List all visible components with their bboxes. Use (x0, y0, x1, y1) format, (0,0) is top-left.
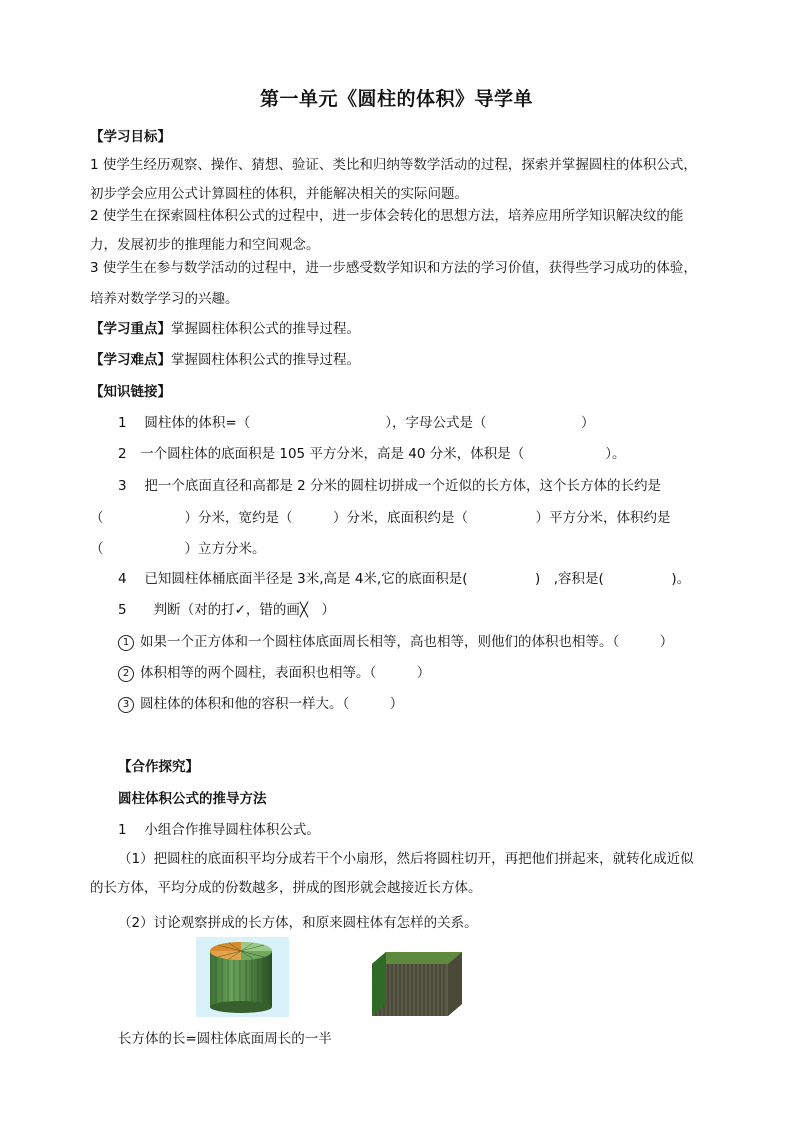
question-3-line-3: （ ）立方分米。 (90, 541, 266, 557)
focus-label: 【学习重点】 (90, 321, 171, 337)
judge-item-3 (118, 692, 403, 713)
goal-item-3: 3 使学生在参与数学活动的过程中，进一步感受数学知识和方法的学习价值，获得些学习成功的体验，培养对数学学习的兴趣。 (90, 260, 697, 307)
judge-text: 圆柱体的体积和他的容积一样大。（ ） (140, 696, 404, 712)
question-3-line-1: 3 把一个底面直径和高都是 2 分米的圆柱切拼成一个近似的长方体，这个长方体的长约是 (118, 478, 662, 494)
explore-paragraph-2: （2）讨论观察拼成的长方体，和原来圆柱体有怎样的关系。 (118, 915, 478, 931)
explore-subheading: 圆柱体积公式的推导方法 (118, 791, 267, 807)
question-4: 4 已知圆柱体桶底面半径是 3米,高是 4米,它的底面积是( ) ,容积是( )。 (118, 571, 691, 587)
cylinder-drawing (196, 937, 289, 1017)
cuboid-drawing (366, 942, 465, 1018)
judge-number: 1 (118, 635, 134, 651)
focus-text: 掌握圆柱体积公式的推导过程。 (171, 321, 360, 337)
focus-line (90, 317, 360, 337)
cylinder-image (196, 937, 289, 1017)
difficulty-line (90, 348, 360, 368)
question-5: 5 判断（对的打✓，错的画╳ ） (118, 602, 336, 618)
difficulty-text: 掌握圆柱体积公式的推导过程。 (171, 352, 360, 368)
judge-item-1 (118, 630, 673, 651)
judge-number: 2 (118, 666, 134, 682)
question-1: 1 圆柱体的体积=（ ），字母公式是（ ） (118, 415, 595, 431)
judge-text: 体积相等的两个圆柱，表面积也相等。（ ） (140, 665, 431, 681)
links-heading: 【知识链接】 (90, 384, 171, 400)
explore-step-1: 1 小组合作推导圆柱体积公式。 (118, 822, 320, 838)
explore-heading: 【合作探究】 (118, 759, 199, 775)
question-3-line-2: （ ）分米，宽约是（ ）分米，底面积约是（ ）平方分米，体积约是 (90, 510, 671, 526)
question-2: 2 一个圆柱体的底面积是 105 平方分米，高是 40 分米，体积是（ ）。 (118, 446, 626, 462)
cuboid-image (366, 942, 465, 1018)
judge-number: 3 (118, 697, 134, 713)
difficulty-label: 【学习难点】 (90, 352, 171, 368)
goals-heading: 【学习目标】 (90, 129, 171, 145)
explore-paragraph-1: （1）把圆柱的底面积平均分成若干个小扇形，然后将圆柱切开，再把他们拼起来，就转化成近似的长方体，平均分成的份数越多，拼成的图形就会越接近长方体。 (90, 851, 694, 896)
goal-item-1: 1 使学生经历观察、操作、猜想、验证、类比和归纳等数学活动的过程，探索并掌握圆柱的体积公式，初步学会应用公式计算圆柱的体积，并能解决相关的实际问题。 (90, 157, 697, 202)
judge-text: 如果一个正方体和一个圆柱体底面周长相等，高也相等，则他们的体积也相等。（ ） (140, 634, 674, 650)
judge-item-2 (118, 661, 430, 682)
conclusion-text: 长方体的长=圆柱体底面周长的一半 (118, 1031, 332, 1047)
page-title: 第一单元《圆柱的体积》导学单 (259, 88, 533, 110)
goal-item-2: 2 使学生在探索圆柱体积公式的过程中，进一步体会转化的思想方法，培养应用所学知识解决纹的能力，发展初步的推理能力和空间观念。 (90, 208, 684, 253)
